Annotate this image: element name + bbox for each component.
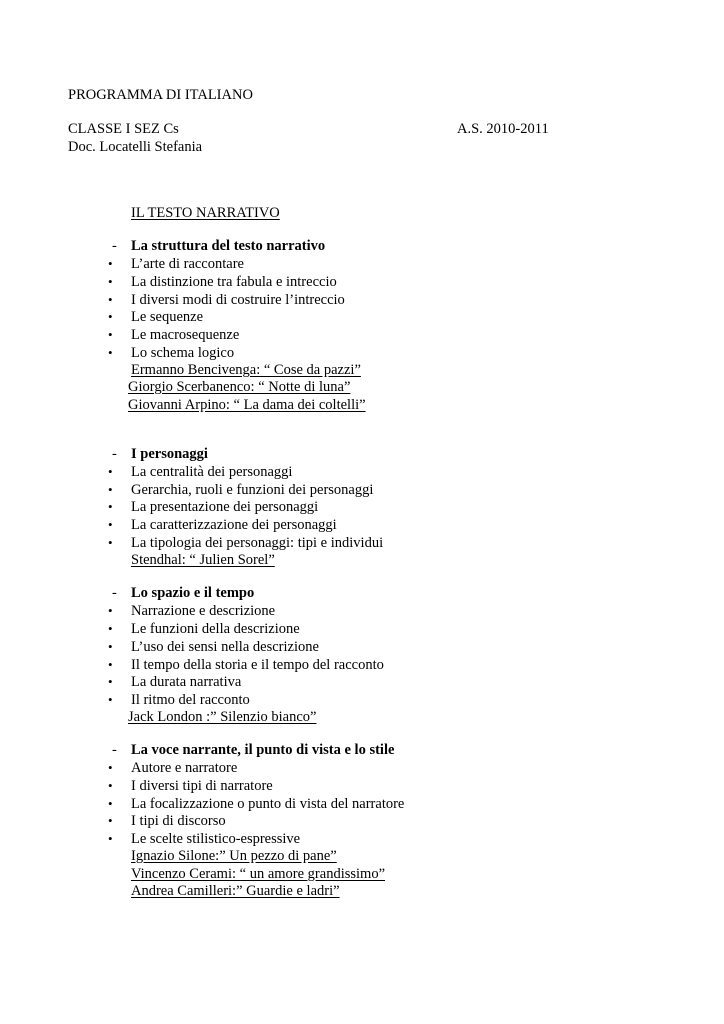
section-title: La struttura del testo narrativo [131,238,326,254]
bullet-marker: • [108,327,113,342]
bullet-marker: • [108,657,113,672]
list-item: Il tempo della storia e il tempo del racconto [131,657,384,673]
bullet-marker: • [108,535,113,550]
list-item: I diversi modi di costruire l’intreccio [131,292,345,308]
list-item: Le sequenze [131,309,204,325]
reading-title: Giovanni Arpino: “ La dama dei coltelli” [128,397,366,413]
bullet-marker: • [108,464,113,479]
list-item: La centralità dei personaggi [131,464,293,480]
list-item: Gerarchia, ruoli e funzioni dei personaggi [131,482,374,498]
bullet-marker: • [108,639,113,654]
bullet-marker: • [108,603,113,618]
bullet-marker: • [108,796,113,811]
main-heading: IL TESTO NARRATIVO [131,205,280,221]
bullet-marker: • [108,778,113,793]
teacher-name: Doc. Locatelli Stefania [68,139,203,155]
list-item: Autore e narratore [131,760,238,776]
bullet-marker: • [108,517,113,532]
list-item: Le macrosequenze [131,327,240,343]
bullet-marker: • [108,274,113,289]
list-item: Le funzioni della descrizione [131,621,300,637]
list-item: Il ritmo del racconto [131,692,250,708]
list-item: L’uso dei sensi nella descrizione [131,639,319,655]
dash-marker: - [112,742,117,758]
bullet-marker: • [108,760,113,775]
bullet-marker: • [108,621,113,636]
bullet-marker: • [108,499,113,514]
bullet-marker: • [108,482,113,497]
dash-marker: - [112,238,117,254]
list-item: La durata narrativa [131,674,242,690]
reading-title: Stendhal: “ Julien Sorel” [131,552,275,568]
section-title: I personaggi [131,446,208,462]
list-item: Lo schema logico [131,345,235,361]
class-label: CLASSE I SEZ Cs [68,121,179,137]
list-item: La focalizzazione o punto di vista del narratore [131,796,405,812]
section-title: La voce narrante, il punto di vista e lo stile [131,742,395,758]
document-title: PROGRAMMA DI ITALIANO [68,87,253,103]
list-item: I tipi di discorso [131,813,226,829]
reading-title: Vincenzo Cerami: “ un amore grandissimo” [131,866,386,882]
reading-title: Ignazio Silone:” Un pezzo di pane” [131,848,337,864]
dash-marker: - [112,585,117,601]
bullet-marker: • [108,345,113,360]
bullet-marker: • [108,256,113,271]
list-item: La distinzione tra fabula e intreccio [131,274,337,290]
list-item: La caratterizzazione dei personaggi [131,517,337,533]
bullet-marker: • [108,831,113,846]
reading-title: Andrea Camilleri:” Guardie e ladri” [131,883,340,899]
section-title: Lo spazio e il tempo [131,585,255,601]
dash-marker: - [112,446,117,462]
list-item: La presentazione dei personaggi [131,499,319,515]
reading-title: Jack London :” Silenzio bianco” [128,709,317,725]
school-year: A.S. 2010-2011 [457,121,549,137]
bullet-marker: • [108,292,113,307]
bullet-marker: • [108,692,113,707]
list-item: La tipologia dei personaggi: tipi e individui [131,535,384,551]
reading-title: Giorgio Scerbanenco: “ Notte di luna” [128,379,351,395]
list-item: L’arte di raccontare [131,256,244,272]
bullet-marker: • [108,674,113,689]
reading-title: Ermanno Bencivenga: “ Cose da pazzi” [131,362,361,378]
bullet-marker: • [108,813,113,828]
list-item: Narrazione e descrizione [131,603,276,619]
bullet-marker: • [108,309,113,324]
list-item: I diversi tipi di narratore [131,778,273,794]
list-item: Le scelte stilistico-espressive [131,831,301,847]
